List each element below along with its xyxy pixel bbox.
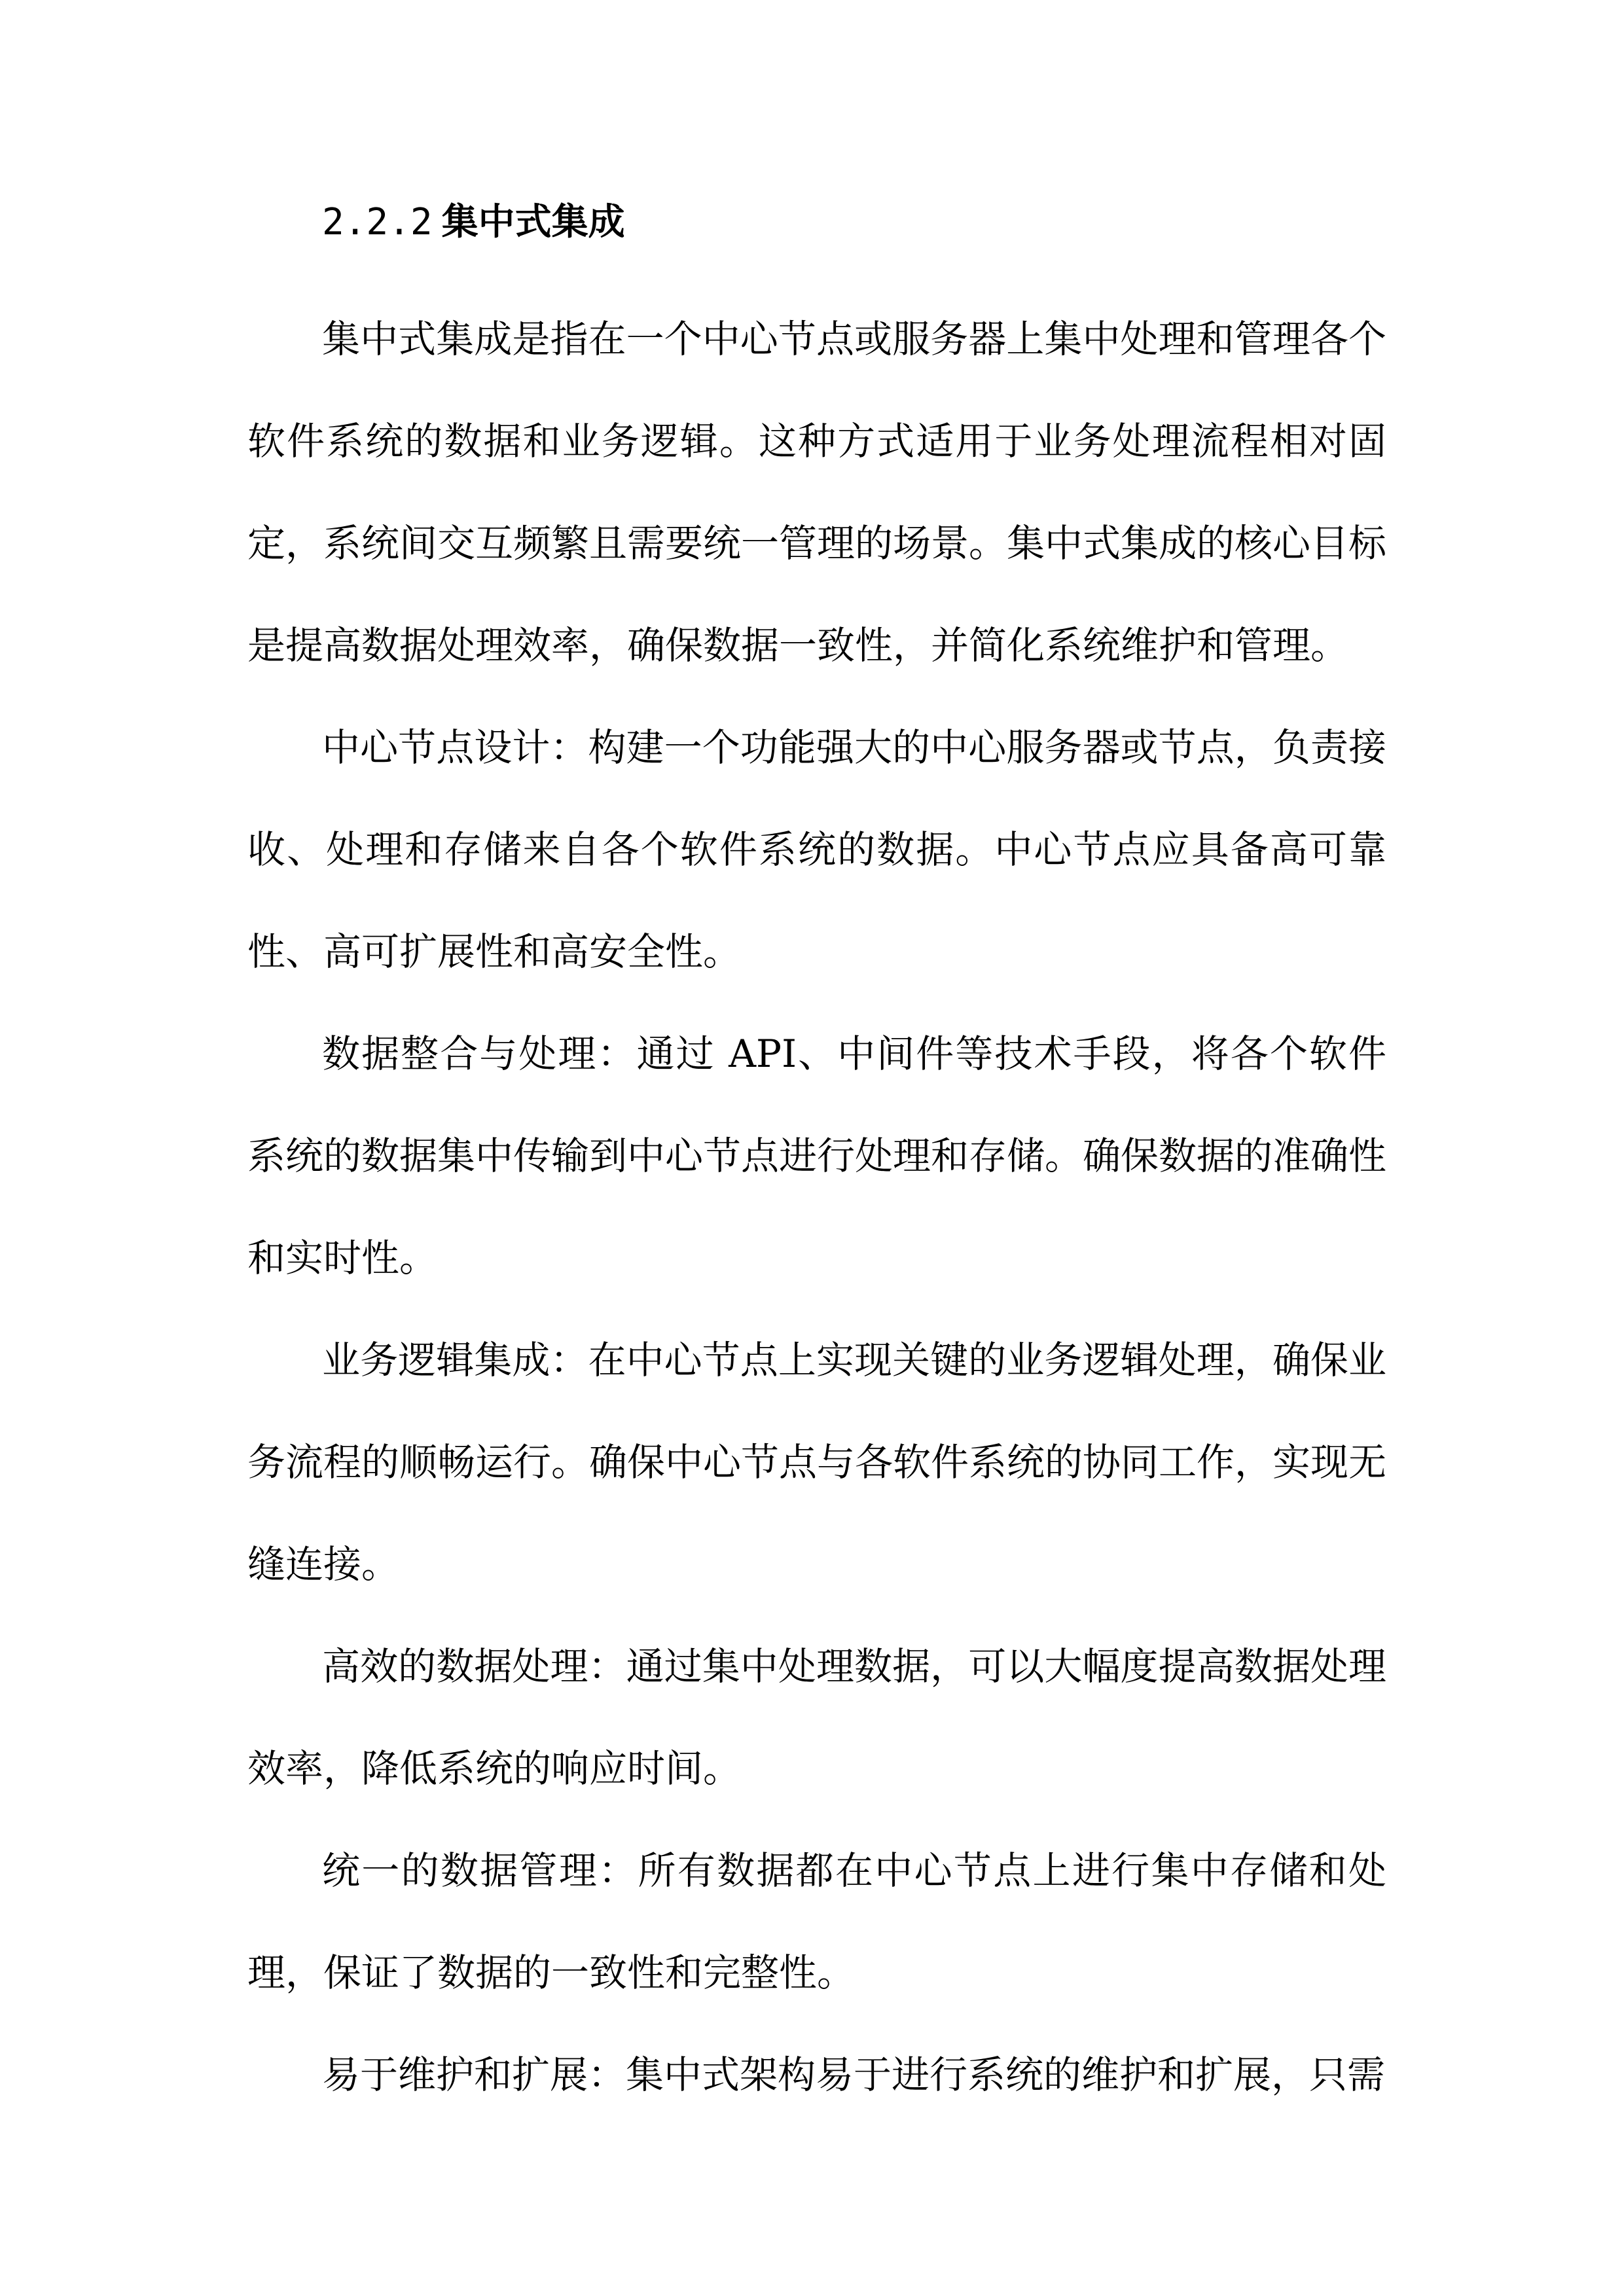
- section-title: 集中式集成: [441, 201, 625, 243]
- section-number: 2.2.2: [322, 201, 433, 243]
- paragraph-intro: 集中式集成是指在一个中心节点或服务器上集中处理和管理各个软件系统的数据和业务逻辑。这种方式适用于业务处理流程相对固定，系统间交互频繁且需要统一管理的场景。集中式集成的核心目标是提高数据处理效率，确保数据一致性，并简化系统维护和管理。: [247, 317, 1387, 668]
- paragraph-maintenance-expansion: 易于维护和扩展：集中式架构易于进行系统的维护和扩展，只需: [322, 2053, 1386, 2097]
- paragraph-business-logic: 业务逻辑集成：在中心节点上实现关键的业务逻辑处理，确保业务流程的顺畅运行。确保中心节点与各软件系统的协同工作，实现无缝连接。: [247, 1338, 1387, 1587]
- paragraph-unified-management: 统一的数据管理：所有数据都在中心节点上进行集中存储和处理，保证了数据的一致性和完整性。: [247, 1848, 1386, 1995]
- paragraph-data-integration: 数据整合与处理：通过 API、中间件等技术手段，将各个软件系统的数据集中传输到中心节点进行处理和存储。确保数据的准确性和实时性。: [247, 1031, 1387, 1280]
- paragraph-central-node-design: 中心节点设计：构建一个功能强大的中心服务器或节点，负责接收、处理和存储来自各个软件系统的数据。中心节点应具备高可靠性、高可扩展性和高安全性。: [247, 725, 1386, 974]
- paragraph-efficient-processing: 高效的数据处理：通过集中处理数据，可以大幅度提高数据处理效率，降低系统的响应时间。: [247, 1644, 1386, 1791]
- body-text: [247, 288, 1386, 2126]
- section-heading: [322, 196, 625, 249]
